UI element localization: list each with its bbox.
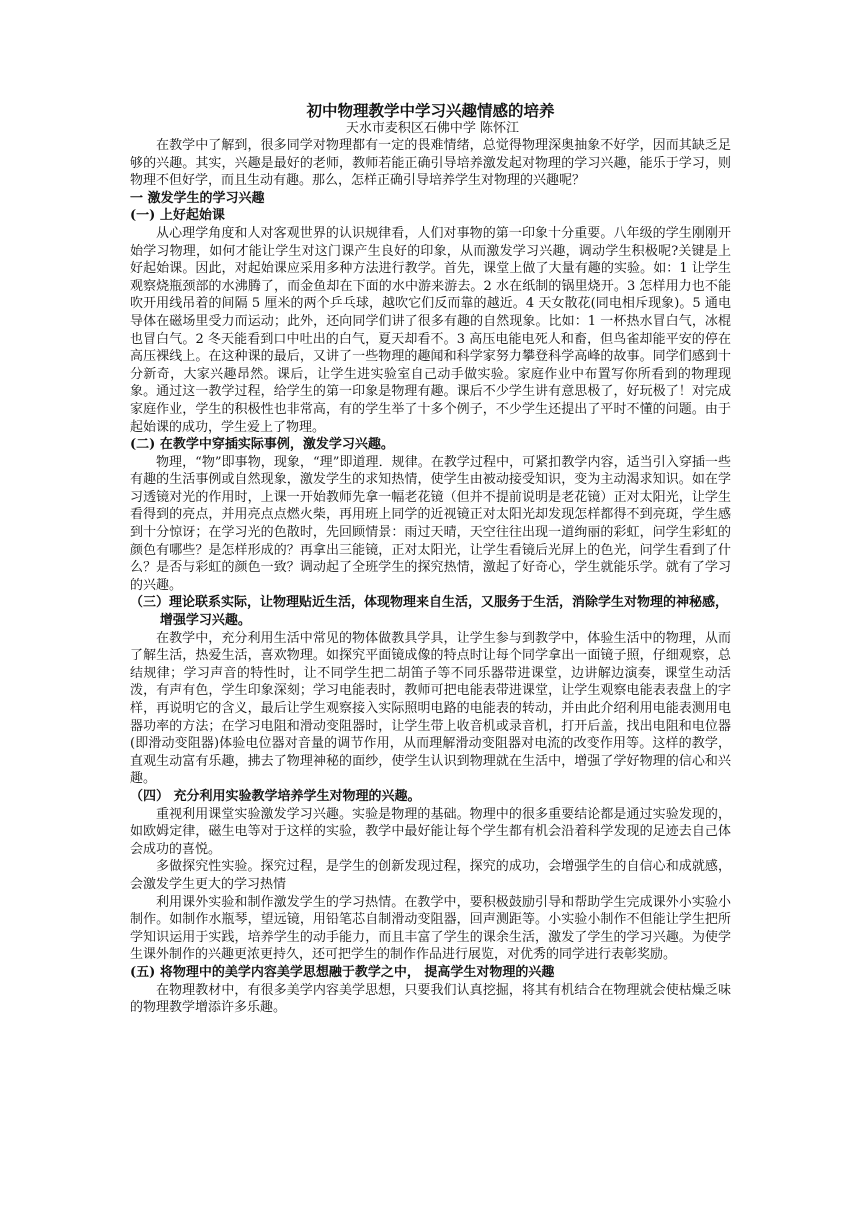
subsection-paragraph-5: 在物理教材中，有很多美学内容美学思想，只要我们认真挖掘，将其有机结合在物理就会使枯燥乏味的物理教学增添许多乐趣。 [130, 982, 731, 1016]
subsection-heading-3: （三）理论联系实际，让物理贴近生活，体现物理来自生活，又服务于生活，消除学生对物理的神秘感，增强学习兴趣。 [130, 595, 729, 629]
subsection-paragraph-2: 物理，“物”即事物，现象，“理”即道理．规律。在教学过程中，可紧扣教学内容，适当引入穿插一些有趣的生活事例或自然现象，激发学生的求知热情，使学生由被动接受知识，变为主动渴求知识。如在学习透镜对光的作用时，上课一开始教师先拿一幅老花镜（但并不提前说明是老花镜）正对太阳光，让学生看得到的亮点，并用亮点点燃火柴，再用班上同学的近视镜正对太阳光却发现怎样都得不到亮斑，学生感到十分惊讶；在学习光的色散时，先回顾情景：雨过天晴，天空往往出现一道绚丽的彩虹，问学生彩虹的颜色有哪些？是怎样形成的？再拿出三能镜，正对太阳光，让学生看镜后光屏上的色光，问学生看到了什么？是否与彩虹的颜色一致？调动起了全班学生的探究热情，激起了好奇心，学生就能乐学。就有了学习的兴趣。 [130, 454, 731, 593]
subsection-paragraph-1: 从心理学角度和人对客观世界的认识规律看，人们对事物的第一印象十分重要。八年级的学生刚刚开始学习物理，如何才能让学生对这门课产生良好的印象，从而激发学习兴趣，调动学生积极呢?关键是上好起始课。因此，对起始课应采用多种方法进行教学。首先，课堂上做了大量有趣的实验。如：1 让学生观察烧瓶颈部的水沸腾了，而金鱼却在下面的水中游来游去。2 水在纸制的锅里烧开。3 怎样用力也不能吹开用线吊着的间隔 5 厘米的两个乒乓球，越吹它们反而靠的越近。4 天女散花(同电相斥现象)。5 通电导体在磁场里受力而运动；此外，还向同学们讲了很多有趣的自然现象。比如：1 一杯热水冒白气，冰棍也冒白气。2 冬天能看到口中吐出的白气，夏天却看不。3 高压电能电死人和畜，但鸟雀却能平安的停在高压裸线上。在这种课的最后，又讲了一些物理的趣闻和科学家努力攀登科学高峰的故事。同学们感到十分新奇，大家兴趣昂然。课后，让学生进实验室自己动手做实验。家庭作业中布置写你所看到的物理现象。通过这一教学过程，给学生的第一印象是物理有趣。课后不少学生讲有意思极了，好玩极了！对完成家庭作业，学生的积极性也非常高，有的学生举了十多个例子，不少学生还提出了平时不懂的问题。由于起始课的成功，学生爱上了物理。 [130, 225, 731, 435]
document-title: 初中物理教学中学习兴趣情感的培养 [306, 101, 555, 120]
subsection-paragraph-3: 在教学中，充分利用生活中常见的物体做教具学具，让学生参与到教学中，体验生活中的物理，从而了解生活，热爱生活，喜欢物理。如探究平面镜成像的特点时让每个同学拿出一面镜子照，仔细观察，总结规律；学习声音的特性时，让不同学生把二胡笛子等不同乐器带进课堂，边讲解边演奏，课堂生动活泼，有声有色，学生印象深刻；学习电能表时，教师可把电能表带进课堂，让学生观察电能表表盘上的字样，再说明它的含义，最后让学生观察接入实际照明电路的电能表的转动，并由此介绍利用电能表测用电器功率的方法；在学习电阻和滑动变阻器时，让学生带上收音机或录音机，打开后盖，找出电阻和电位器(即滑动变阻器)体验电位器对音量的调节作用，从而理解滑动变阻器对电流的改变作用等。这样的教学，直观生动富有乐趣，拂去了物理神秘的面纱，使学生认识到物理就在生活中，增强了学好物理的信心和兴趣。 [130, 630, 731, 787]
section-heading-1: 一 激发学生的学习兴趣 [130, 190, 265, 206]
subsection-heading-5: (五) 将物理中的美学内容美学思想融于教学之中， 提高学生对物理的兴趣 [130, 964, 555, 980]
subsection-heading-1: (一) 上好起始课 [130, 208, 225, 224]
author-byline: 天水市麦积区石佛中学 陈怀江 [345, 121, 520, 136]
subsection-paragraph-4b: 多做探究性实验。探究过程，是学生的创新发现过程，探究的成功，会增强学生的自信心和成就感，会激发学生更大的学习热情 [130, 859, 731, 892]
subsection-heading-4: （四） 充分利用实验教学培养学生对物理的兴趣。 [130, 788, 421, 804]
subsection-paragraph-4a: 重视利用课堂实验激发学习兴趣。实验是物理的基础。物理中的很多重要结论都是通过实验发现的，如欧姆定律，磁生电等对于这样的实验，教学中最好能让每个学生都有机会沿着科学发现的足迹去自己体会成功的喜悦。 [130, 806, 731, 857]
intro-paragraph: 在教学中了解到，很多同学对物理都有一定的畏难情绪，总觉得物理深奥抽象不好学，因而其缺乏足够的兴趣。其实，兴趣是最好的老师，教师若能正确引导培养激发起对物理的学习兴趣，能乐于学习，则物理不但好学，而且生动有趣。那么，怎样正确引导培养学生对物理的兴趣呢？ [130, 138, 731, 189]
document-page [130, 102, 731, 1017]
subsection-paragraph-4c: 利用课外实验和制作激发学生的学习热情。在教学中，要积极鼓励引导和帮助学生完成课外小实验小制作。如制作水瓶琴，望远镜，用铅笔芯自制滑动变阻器，回声测距等。小实验小制作不但能让学生把所学知识运用于实践，培养学生的动手能力，而且丰富了学生的课余生活，激发了学生的学习兴趣。为使学生课外制作的兴趣更浓更持久，还可把学生的制作作品进行展览，对优秀的同学进行表彰奖励。 [130, 894, 731, 963]
subsection-heading-2: (二) 在教学中穿插实际事例，激发学习兴趣。 [130, 437, 394, 453]
